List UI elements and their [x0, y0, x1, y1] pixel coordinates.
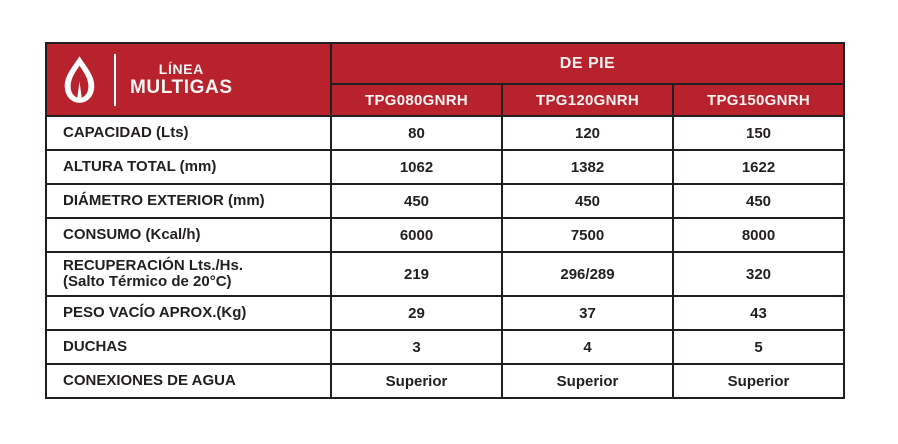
spec-label: CAPACIDAD (Lts)	[46, 116, 331, 150]
spec-label: CONSUMO (Kcal/h)	[46, 218, 331, 252]
spec-row-recuperacion	[46, 252, 844, 296]
spec-label: CONEXIONES DE AGUA	[46, 364, 331, 398]
spec-label: PESO VACÍO APROX.(Kg)	[46, 296, 331, 330]
spec-value: Superior	[673, 364, 844, 398]
spec-value: 29	[331, 296, 502, 330]
model-header-2: TPG150GNRH	[673, 84, 844, 116]
brand-divider	[114, 54, 116, 106]
spec-value: 7500	[502, 218, 673, 252]
brand-line1: LÍNEA	[158, 61, 204, 77]
spec-value: 120	[502, 116, 673, 150]
multigas-spec-table	[45, 42, 845, 399]
spec-label: DIÁMETRO EXTERIOR (mm)	[46, 184, 331, 218]
spec-value: 8000	[673, 218, 844, 252]
spec-value: Superior	[502, 364, 673, 398]
flame-icon	[61, 53, 98, 106]
spec-value: 43	[673, 296, 844, 330]
spec-value: 4	[502, 330, 673, 364]
spec-label-line1: RECUPERACIÓN Lts./Hs.	[63, 257, 244, 274]
spec-row-diametro	[46, 184, 844, 218]
spec-row-duchas	[46, 330, 844, 364]
group-header-de-pie: DE PIE	[331, 43, 844, 84]
spec-table-container	[45, 42, 845, 399]
spec-value: 1622	[673, 150, 844, 184]
spec-label	[46, 252, 331, 296]
spec-label-line2: (Salto Térmico de 20°C)	[63, 273, 232, 290]
spec-value: 150	[673, 116, 844, 150]
model-header-0: TPG080GNRH	[331, 84, 502, 116]
spec-row-capacidad	[46, 116, 844, 150]
spec-value: 320	[673, 252, 844, 296]
spec-value: 450	[673, 184, 844, 218]
spec-row-altura	[46, 150, 844, 184]
spec-label: ALTURA TOTAL (mm)	[46, 150, 331, 184]
spec-label: DUCHAS	[46, 330, 331, 364]
spec-value: 219	[331, 252, 502, 296]
spec-value: 5	[673, 330, 844, 364]
spec-row-conexiones	[46, 364, 844, 398]
spec-value: Superior	[331, 364, 502, 398]
spec-row-peso	[46, 296, 844, 330]
brand-lockup	[61, 53, 330, 106]
spec-value: 450	[331, 184, 502, 218]
spec-row-consumo	[46, 218, 844, 252]
spec-value: 1062	[331, 150, 502, 184]
spec-value: 80	[331, 116, 502, 150]
header-row-group	[46, 43, 844, 84]
model-header-1: TPG120GNRH	[502, 84, 673, 116]
spec-value: 450	[502, 184, 673, 218]
spec-value: 6000	[331, 218, 502, 252]
brand-cell	[46, 43, 331, 116]
brand-line2: MULTIGAS	[130, 77, 233, 98]
spec-value: 1382	[502, 150, 673, 184]
spec-value: 37	[502, 296, 673, 330]
spec-value: 296/289	[502, 252, 673, 296]
brand-text	[130, 61, 233, 98]
spec-value: 3	[331, 330, 502, 364]
